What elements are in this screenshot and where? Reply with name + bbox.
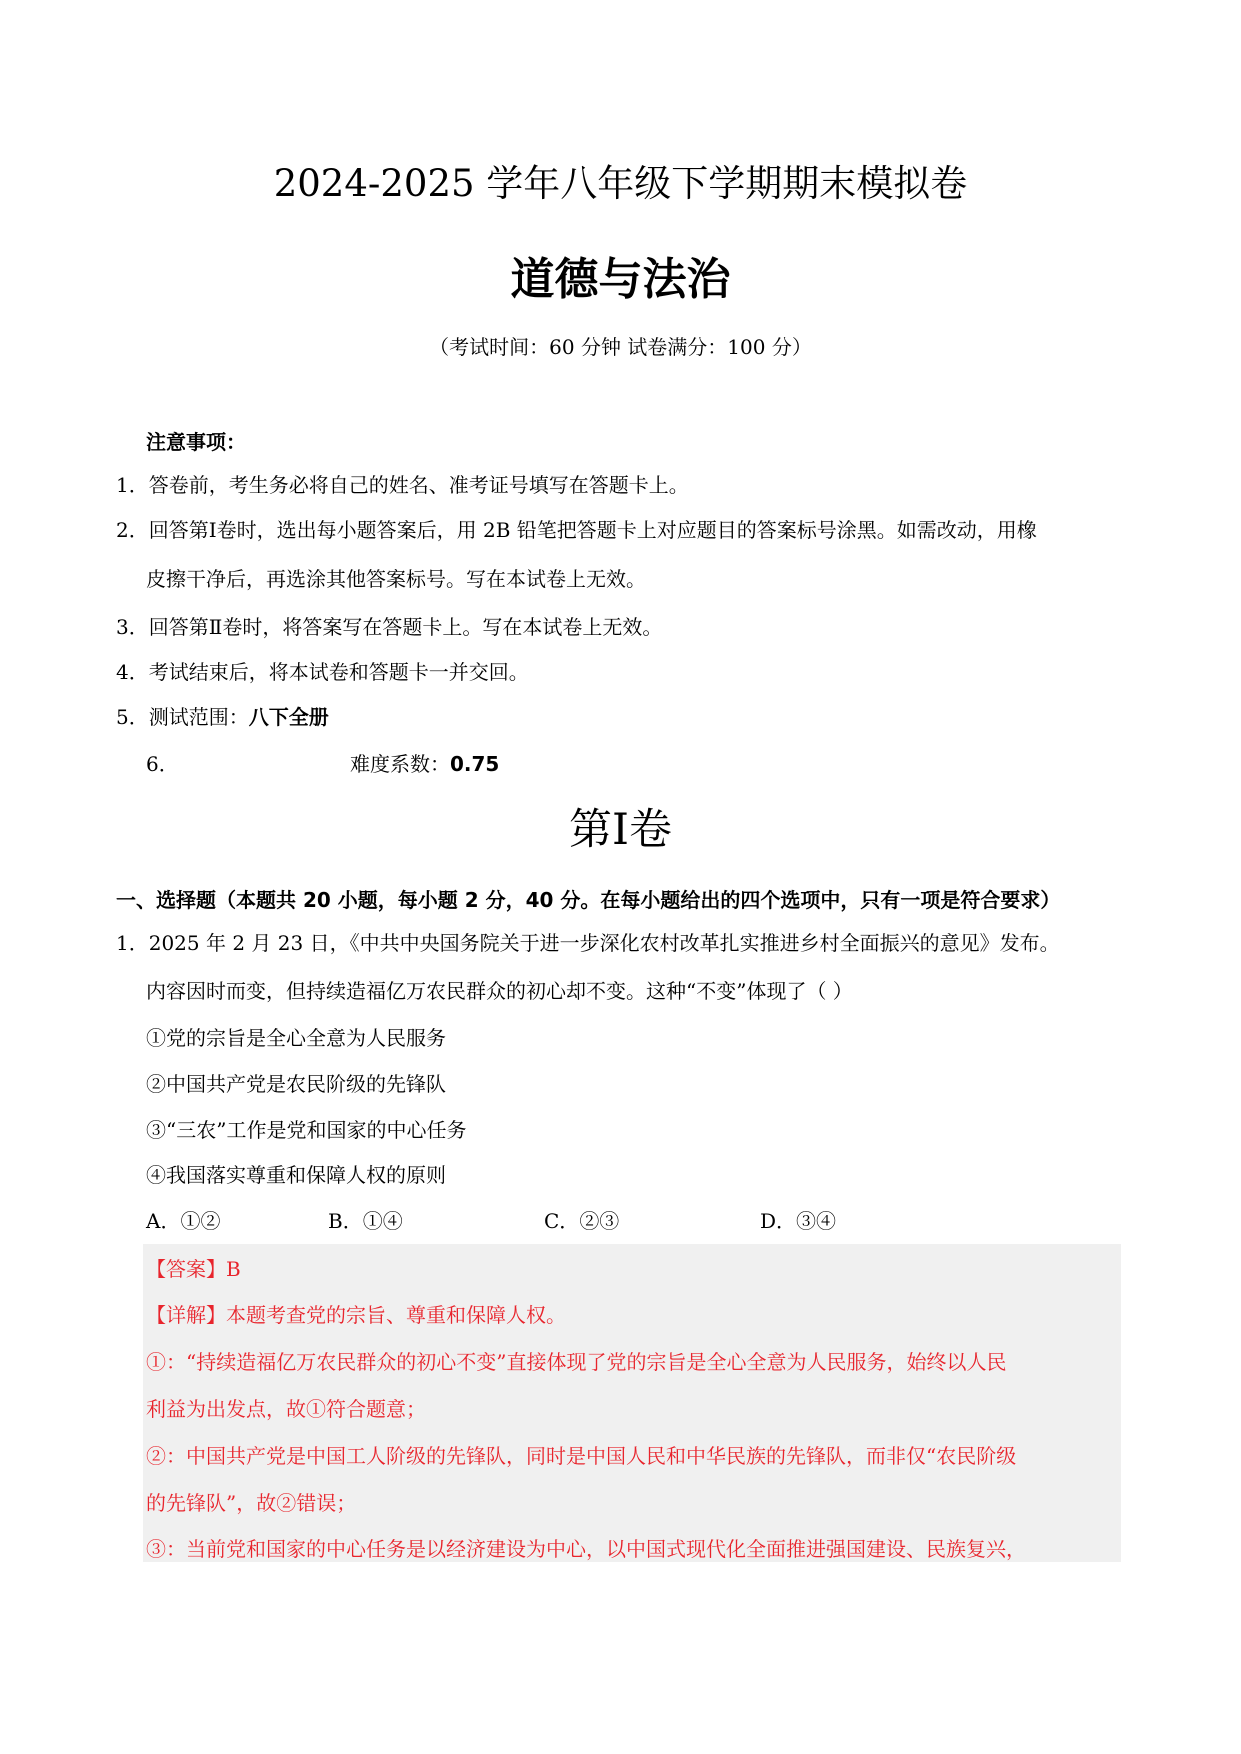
subject-title: 道德与法治 [510, 254, 731, 305]
question-number: 1． [116, 931, 149, 955]
option-text: ③④ [796, 1209, 837, 1233]
option-c [544, 1206, 619, 1236]
notice-item-text: 测试范围： [148, 705, 249, 729]
statement-1: ①党的宗旨是全心全意为人民服务 [146, 1026, 446, 1050]
notice-item-4 [116, 657, 529, 687]
notice-item-num: 3． [116, 615, 149, 639]
notice-item-2 [116, 515, 1037, 545]
detail-text-line: ③：当前党和国家的中心任务是以经济建设为中心，以中国式现代化全面推进强国建设、民族复兴， [146, 1537, 1026, 1561]
notice-item-num: 1． [116, 473, 149, 497]
notice-item-text: 难度系数： [350, 752, 450, 776]
statement-4: ④我国落实尊重和保障人权的原则 [146, 1163, 446, 1187]
exam-title: 2024-2025 学年八年级下学期期末模拟卷 [273, 162, 968, 205]
notice-item-text: 答卷前，考生务必将自己的姓名、准考证号填写在答题卡上。 [148, 473, 689, 497]
test-scope-value: 八下全册 [248, 705, 329, 729]
detail-text-line: ②：中国共产党是中国工人阶级的先锋队，同时是中国人民和中华民族的先锋队，而非仅“农民阶级 [146, 1444, 1017, 1468]
volume-title: 第Ⅰ卷 [569, 805, 672, 855]
option-b [328, 1206, 403, 1236]
option-text: ①④ [362, 1209, 403, 1233]
notice-item-5 [116, 702, 329, 732]
section-heading: 一、选择题（本题共 20 小题，每小题 2 分，40 分。在每小题给出的四个选项中，只有一项是符合要求） [116, 888, 1061, 912]
notice-item-6 [350, 749, 499, 779]
question-stem-line: 2025 年 2 月 23 日，《中共中央国务院关于进一步深化农村改革扎实推进乡村全面振兴的意见》发布。 [148, 931, 1060, 955]
notice-item-num: 4． [116, 660, 149, 684]
answer-value: B [226, 1257, 241, 1281]
exam-info: （考试时间：60 分钟 试卷满分：100 分） [429, 335, 812, 359]
notice-item-text: 考试结束后，将本试卷和答题卡一并交回。 [148, 660, 529, 684]
answer-line [146, 1254, 241, 1284]
detail-text-line: 利益为出发点，故①符合题意； [146, 1397, 426, 1421]
notice-item-3 [116, 612, 662, 642]
option-text: ①② [180, 1209, 221, 1233]
option-label: C． [544, 1209, 580, 1233]
detail-intro: 本题考查党的宗旨、尊重和保障人权。 [226, 1303, 566, 1327]
notice-item-num: 2． [116, 518, 149, 542]
detail-text-line: ①：“持续造福亿万农民群众的初心不变”直接体现了党的宗旨是全心全意为人民服务，始终以人民 [146, 1350, 1007, 1374]
notice-item-text: 回答第Ⅱ卷时，将答案写在答题卡上。写在本试卷上无效。 [148, 615, 663, 639]
detail-text-line: 的先锋队”，故②错误； [146, 1491, 357, 1515]
notice-item-6-num: 6． [146, 752, 179, 776]
question-stem-line: 内容因时而变，但持续造福亿万农民群众的初心却不变。这种“不变”体现了（ ） [146, 979, 853, 1003]
option-a [146, 1206, 220, 1236]
option-label: A． [146, 1209, 181, 1233]
detail-line [146, 1300, 566, 1330]
detail-label: 【详解】 [146, 1303, 226, 1327]
option-label: D． [760, 1209, 797, 1233]
answer-label: 【答案】 [146, 1257, 226, 1281]
option-d [760, 1206, 836, 1236]
option-text: ②③ [579, 1209, 620, 1233]
notice-item-text: 回答第Ⅰ卷时，选出每小题答案后，用 2B 铅笔把答题卡上对应题目的答案标号涂黑。如需改动，用橡 [148, 518, 1037, 542]
difficulty-value: 0.75 [450, 752, 500, 776]
statement-3: ③“三农”工作是党和国家的中心任务 [146, 1118, 467, 1142]
notice-item-num: 5． [116, 705, 149, 729]
statement-2: ②中国共产党是农民阶级的先锋队 [146, 1072, 446, 1096]
notice-item-1 [116, 470, 689, 500]
notice-heading: 注意事项： [146, 430, 246, 454]
notice-item-2-continuation: 皮擦干净后，再选涂其他答案标号。写在本试卷上无效。 [146, 567, 646, 591]
question-1-stem [116, 928, 1060, 958]
option-label: B． [328, 1209, 363, 1233]
